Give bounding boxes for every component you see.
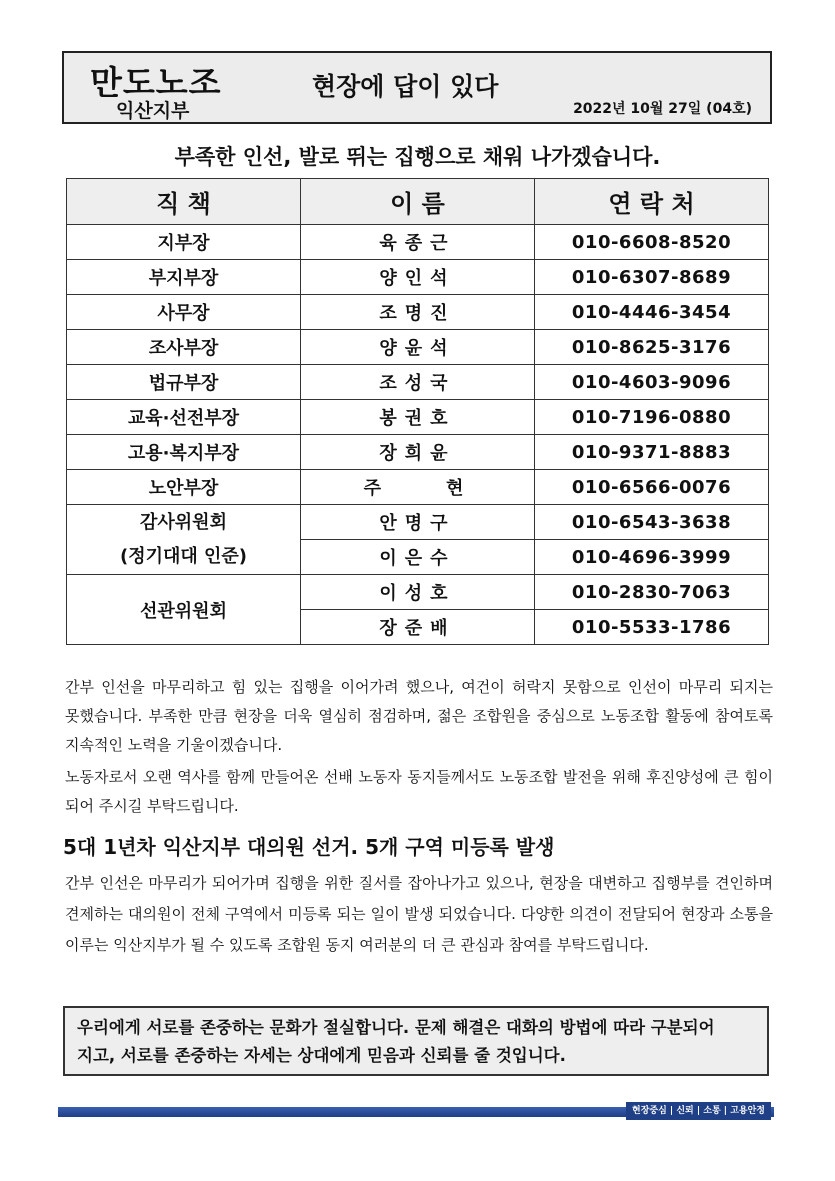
phone-cell: 010-4603-9096 [535, 365, 769, 400]
table-row [67, 575, 769, 610]
branch-name: 익산지부 [116, 100, 190, 122]
officer-roster-table [66, 178, 769, 645]
audit-committee-note: (정기대대 인준) [119, 545, 248, 567]
name-cell: 조명진 [301, 295, 535, 330]
paragraph-delegates: 간부 인선은 마무리가 되어가며 집행을 위한 질서를 잡아나가고 있으나, 현장을 대변하고 집행부를 견인하며 견제하는 대의원이 전체 구역에서 미등록 되는 일이 발생 되었습니다. 다양한 의견이 전달되어 현장과 소통을 이루는 익산지부가 될 수 있도록 조합원 동지 여러분의 더 큰 관심과 참여를 부탁드립니다. [65, 874, 773, 954]
footer-slogan: 현장중심 | 신뢰 | 소통 | 고용안정 [626, 1102, 771, 1120]
phone-cell: 010-6608-8520 [535, 225, 769, 260]
name-cell: 주 현 [301, 470, 535, 505]
section-title: 5대 1년차 익산지부 대의원 선거. 5개 구역 미등록 발생 [63, 835, 555, 859]
phone-cell: 010-4696-3999 [535, 540, 769, 575]
role-cell: 교육·선전부장 [67, 400, 301, 435]
phone-cell: 010-9371-8883 [535, 435, 769, 470]
name-cell: 조성국 [301, 365, 535, 400]
table-row [67, 470, 769, 505]
masthead [62, 51, 772, 124]
name-cell: 양인석 [301, 260, 535, 295]
phone-cell: 010-5533-1786 [535, 610, 769, 645]
role-cell: 고용·복지부장 [67, 435, 301, 470]
phone-cell: 010-6566-0076 [535, 470, 769, 505]
callout-box: 우리에게 서로를 존중하는 문화가 절실합니다. 문제 해결은 대화의 방법에 따라 구분되어 지고, 서로를 존중하는 자세는 상대에게 믿음과 신뢰를 줄 것입니다. [63, 1006, 769, 1076]
name-cell: 양윤석 [301, 330, 535, 365]
issue-date: 2022년 10월 27일 (04호) [573, 101, 752, 117]
role-cell: 조사부장 [67, 330, 301, 365]
phone-cell: 010-8625-3176 [535, 330, 769, 365]
table-header-row [67, 179, 769, 225]
phone-cell: 010-4446-3454 [535, 295, 769, 330]
election-committee-cell: 선관위원회 [67, 575, 301, 645]
table-row [67, 505, 769, 540]
table-row [67, 260, 769, 295]
role-cell: 지부장 [67, 225, 301, 260]
header-role: 직 책 [67, 179, 301, 225]
masthead-slogan: 현장에 답이 있다 [312, 72, 499, 101]
role-cell: 노안부장 [67, 470, 301, 505]
phone-cell: 010-7196-0880 [535, 400, 769, 435]
role-cell: 법규부장 [67, 365, 301, 400]
name-cell: 이성호 [301, 575, 535, 610]
header-phone: 연 락 처 [535, 179, 769, 225]
audit-committee-cell [67, 505, 301, 575]
paragraph-seniors: 노동자로서 오랜 역사를 함께 만들어온 선배 노동자 동지들께서도 노동조합 발전을 위해 후진양성에 큰 힘이 되어 주시길 부탁드립니다. [65, 768, 773, 815]
header-name: 이 름 [301, 179, 535, 225]
role-cell: 사무장 [67, 295, 301, 330]
name-cell: 장희윤 [301, 435, 535, 470]
union-name: 만도노조 [90, 63, 222, 102]
role-cell: 부지부장 [67, 260, 301, 295]
name-cell: 봉권호 [301, 400, 535, 435]
phone-cell: 010-2830-7063 [535, 575, 769, 610]
table-row [67, 435, 769, 470]
paragraph-inseon: 간부 인선을 마무리하고 힘 있는 집행을 이어가려 했으나, 여건이 허락지 못함으로 인선이 마무리 되지는 못했습니다. 부족한 만큼 현장을 더욱 열심히 점검하며, 젊은 조합원을 중심으로 노동조합 활동에 참여토록 지속적인 노력을 기울이겠습니다. [65, 678, 773, 754]
table-row [67, 400, 769, 435]
headline: 부족한 인선, 발로 뛰는 집행으로 채워 나가겠습니다. [174, 145, 661, 169]
table-row [67, 330, 769, 365]
phone-cell: 010-6543-3638 [535, 505, 769, 540]
name-cell: 안명구 [301, 505, 535, 540]
table-row [67, 365, 769, 400]
name-cell: 장준배 [301, 610, 535, 645]
name-cell: 육종근 [301, 225, 535, 260]
phone-cell: 010-6307-8689 [535, 260, 769, 295]
table-row [67, 295, 769, 330]
name-cell: 이은수 [301, 540, 535, 575]
audit-committee-label: 감사위원회 [140, 511, 227, 533]
table-row [67, 225, 769, 260]
